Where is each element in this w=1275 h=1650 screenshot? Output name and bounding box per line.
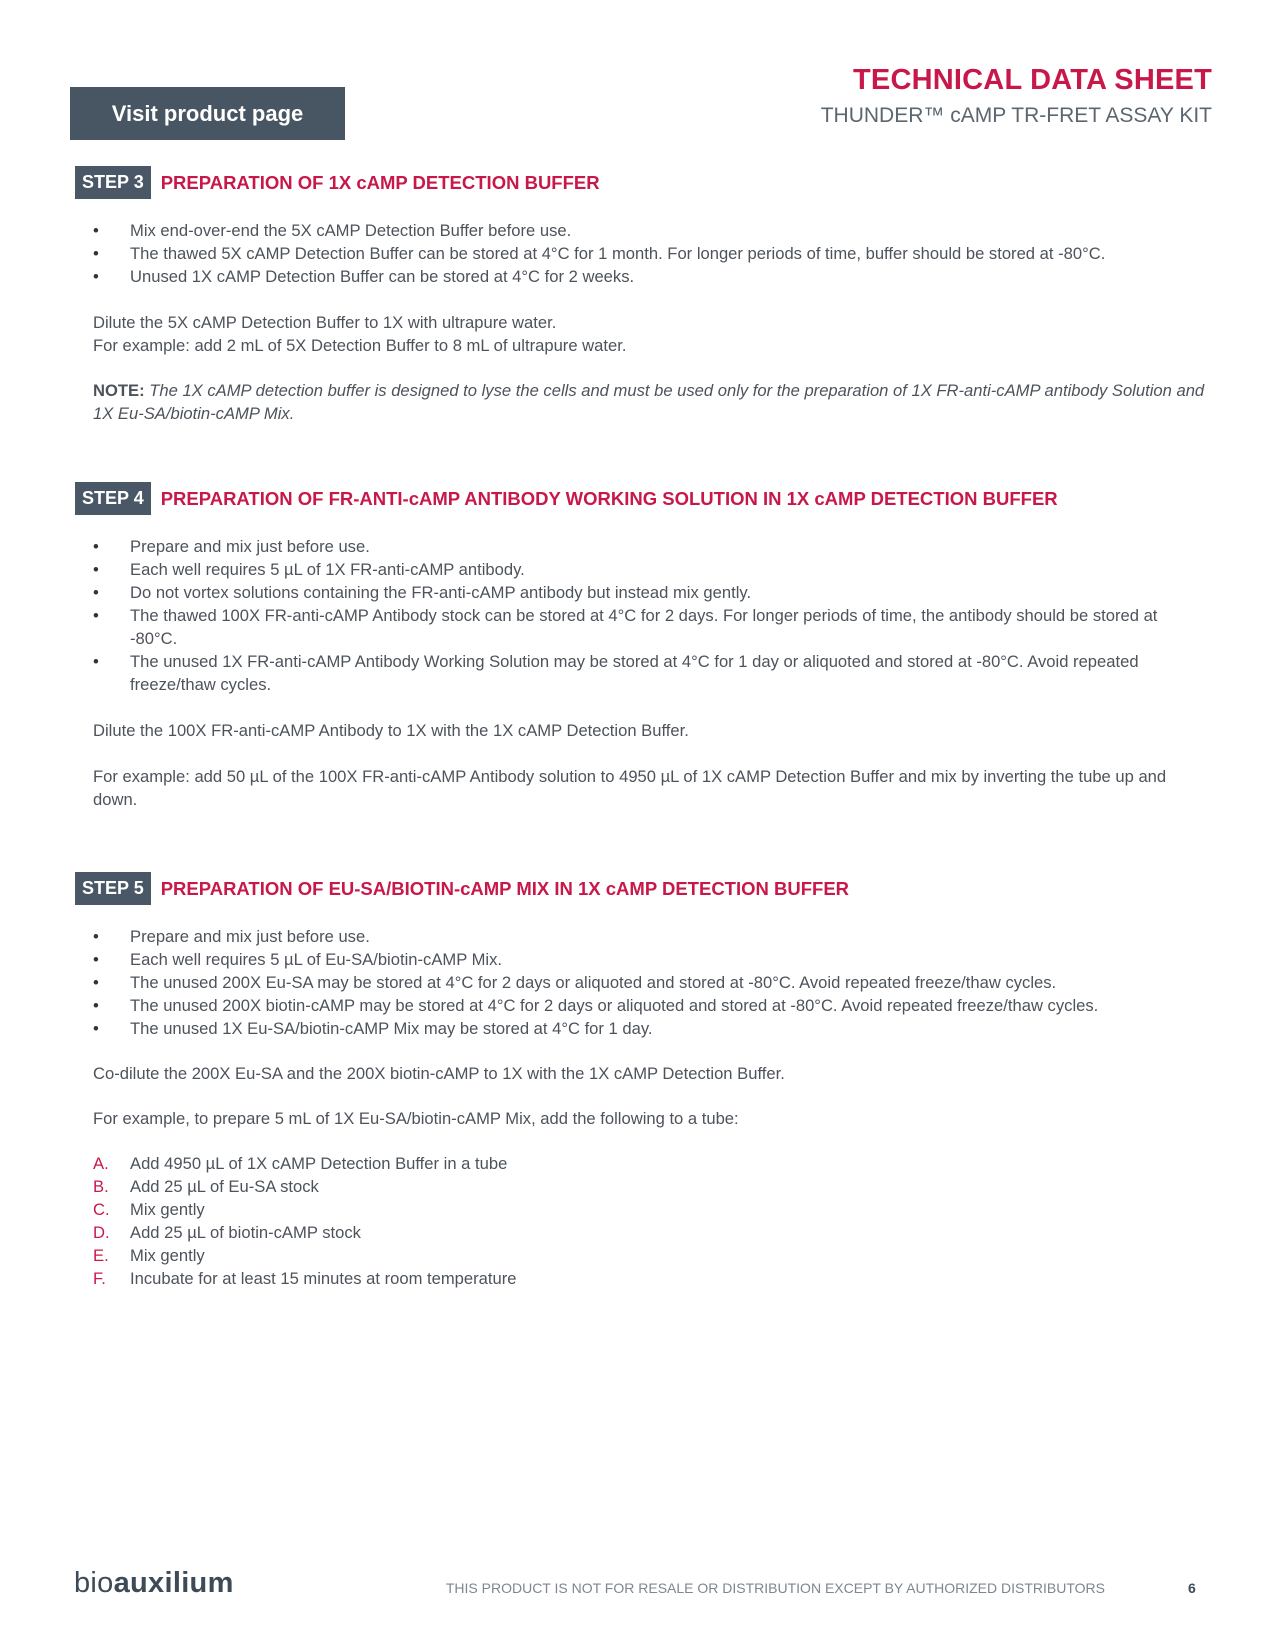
example-line: For example, to prepare 5 mL of 1X Eu-SA/biotin-cAMP Mix, add the following to a tube:	[93, 1109, 739, 1128]
step-title: PREPARATION OF EU-SA/BIOTIN-cAMP MIX IN 1X cAMP DETECTION BUFFER	[160, 877, 850, 899]
instruction-line: Dilute the 5X cAMP Detection Buffer to 1X with ultrapure water.	[93, 313, 557, 332]
list-letter: D.	[93, 1223, 110, 1242]
step-badge: STEP 3	[75, 166, 151, 199]
example-line: For example: add 50 µL of the 100X FR-anti-cAMP Antibody solution to 4950 µL of 1X cAMP Detection Buffer and mix by inverting the tube up and down.	[93, 767, 1167, 809]
list-item: • The thawed 100X FR-anti-cAMP Antibody stock can be stored at 4°C for 2 days. For longer periods of time, the antibody should be stored at -80°C.	[93, 604, 1208, 650]
list-item-text: Add 25 µL of Eu-SA stock	[130, 1177, 319, 1196]
list-item: • Do not vortex solutions containing the FR-anti-cAMP antibody but instead mix gently.	[93, 581, 1208, 604]
instruction-line: Dilute the 100X FR-anti-cAMP Antibody to 1X with the 1X cAMP Detection Buffer.	[93, 721, 689, 740]
step-title: PREPARATION OF 1X cAMP DETECTION BUFFER	[160, 171, 600, 193]
list-item: • Unused 1X cAMP Detection Buffer can be stored at 4°C for 2 weeks.	[93, 265, 1208, 288]
list-letter: A.	[93, 1154, 109, 1173]
step-title: PREPARATION OF FR-ANTI-cAMP ANTIBODY WORKING SOLUTION IN 1X cAMP DETECTION BUFFER	[160, 487, 1058, 509]
list-item: • The unused 1X FR-anti-cAMP Antibody Working Solution may be stored at 4°C for 1 day or aliquoted and stored at -80°C. Avoid repeated freeze/thaw cycles.	[93, 650, 1208, 696]
note-text: The 1X cAMP detection buffer is designed to lyse the cells and must be used only for the preparation of 1X FR-anti-cAMP antibody Solution and 1X Eu-SA/biotin-cAMP Mix.	[93, 381, 1205, 423]
step-4-header	[75, 482, 1058, 515]
step-badge: STEP 5	[75, 872, 151, 905]
list-item: • Prepare and mix just before use.	[93, 535, 1208, 558]
list-item: • The unused 200X Eu-SA may be stored at 4°C for 2 days or aliquoted and stored at -80°C. Avoid repeated freeze/thaw cycles.	[93, 971, 1208, 994]
list-item	[93, 1244, 1208, 1267]
bullet-list	[93, 219, 1208, 288]
list-item: • Each well requires 5 µL of Eu-SA/biotin-cAMP Mix.	[93, 948, 1208, 971]
list-item-text: Mix gently	[130, 1200, 205, 1219]
list-letter: F.	[93, 1269, 106, 1288]
list-letter: E.	[93, 1246, 109, 1265]
step-3-header	[75, 166, 600, 199]
note-label: NOTE:	[93, 381, 145, 400]
example-line: For example: add 2 mL of 5X Detection Buffer to 8 mL of ultrapure water.	[93, 336, 627, 355]
instruction-line: Co-dilute the 200X Eu-SA and the 200X biotin-cAMP to 1X with the 1X cAMP Detection Buffer.	[93, 1064, 785, 1083]
step-3-body	[93, 219, 1208, 425]
footer-disclaimer: THIS PRODUCT IS NOT FOR RESALE OR DISTRIBUTION EXCEPT BY AUTHORIZED DISTRIBUTORS	[445, 1580, 1105, 1596]
bullet-list	[93, 925, 1208, 1040]
list-letter: B.	[93, 1177, 109, 1196]
step-badge: STEP 4	[75, 482, 151, 515]
list-item: • The unused 1X Eu-SA/biotin-cAMP Mix may be stored at 4°C for 1 day.	[93, 1017, 1208, 1040]
note	[93, 379, 1208, 425]
list-item	[93, 1267, 1208, 1290]
lettered-list	[93, 1152, 1208, 1290]
list-item-text: Add 4950 µL of 1X cAMP Detection Buffer in a tube	[130, 1154, 508, 1173]
page-number: 6	[1188, 1580, 1196, 1596]
document-subtitle: THUNDER™ cAMP TR-FRET ASSAY KIT	[820, 104, 1212, 127]
list-item	[93, 1175, 1208, 1198]
bullet-list	[93, 535, 1208, 696]
list-item: • The unused 200X biotin-cAMP may be stored at 4°C for 2 days or aliquoted and stored at -80°C. Avoid repeated freeze/thaw cycles.	[93, 994, 1208, 1017]
list-item	[93, 1198, 1208, 1221]
list-item-text: Add 25 µL of biotin-cAMP stock	[130, 1223, 361, 1242]
step-5-body	[93, 925, 1208, 1290]
list-item	[93, 1221, 1208, 1244]
list-item-text: Incubate for at least 15 minutes at room temperature	[130, 1269, 517, 1288]
visit-product-page-button[interactable]: Visit product page	[70, 87, 345, 140]
list-item: • The thawed 5X cAMP Detection Buffer can be stored at 4°C for 1 month. For longer periods of time, buffer should be stored at -80°C.	[93, 242, 1208, 265]
list-item: • Mix end-over-end the 5X cAMP Detection Buffer before use.	[93, 219, 1208, 242]
step-4-body	[93, 535, 1208, 811]
list-item: • Prepare and mix just before use.	[93, 925, 1208, 948]
list-item: • Each well requires 5 µL of 1X FR-anti-cAMP antibody.	[93, 558, 1208, 581]
step-5-header	[75, 872, 849, 905]
list-letter: C.	[93, 1200, 110, 1219]
document-title: TECHNICAL DATA SHEET	[853, 64, 1212, 96]
bioauxilium-logo: bioauxilium	[74, 1567, 234, 1599]
list-item-text: Mix gently	[130, 1246, 205, 1265]
list-item	[93, 1152, 1208, 1175]
